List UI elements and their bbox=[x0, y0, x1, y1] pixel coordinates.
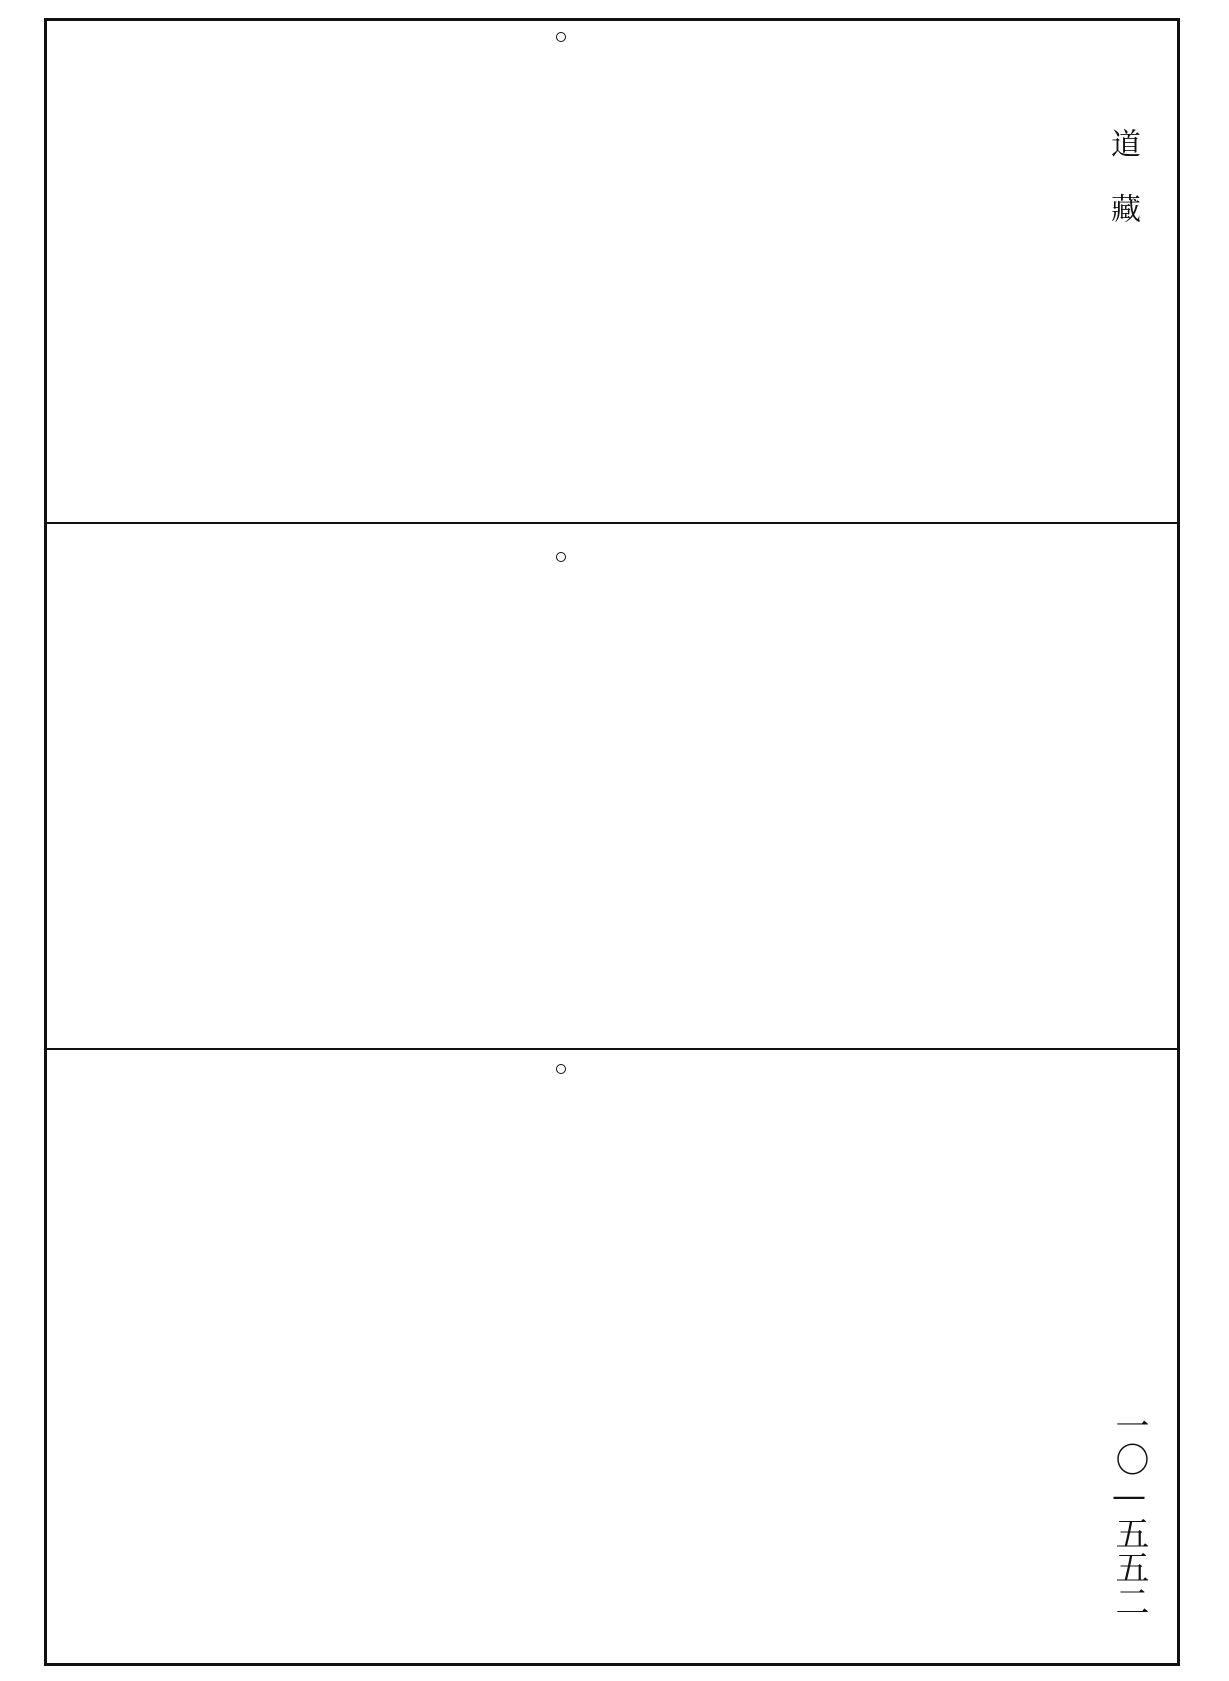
page-number-text: 一〇—五五二 bbox=[1109, 1408, 1149, 1618]
divider-1 bbox=[44, 522, 1180, 524]
book-name bbox=[1105, 128, 1140, 223]
circle-mark bbox=[556, 1064, 566, 1074]
page-number bbox=[1109, 1408, 1149, 1618]
circle-mark bbox=[556, 32, 566, 42]
circle-mark bbox=[556, 552, 566, 562]
divider-2 bbox=[44, 1048, 1180, 1050]
book-name-text: 道 藏 bbox=[1105, 128, 1140, 223]
page-frame bbox=[44, 18, 1180, 1666]
